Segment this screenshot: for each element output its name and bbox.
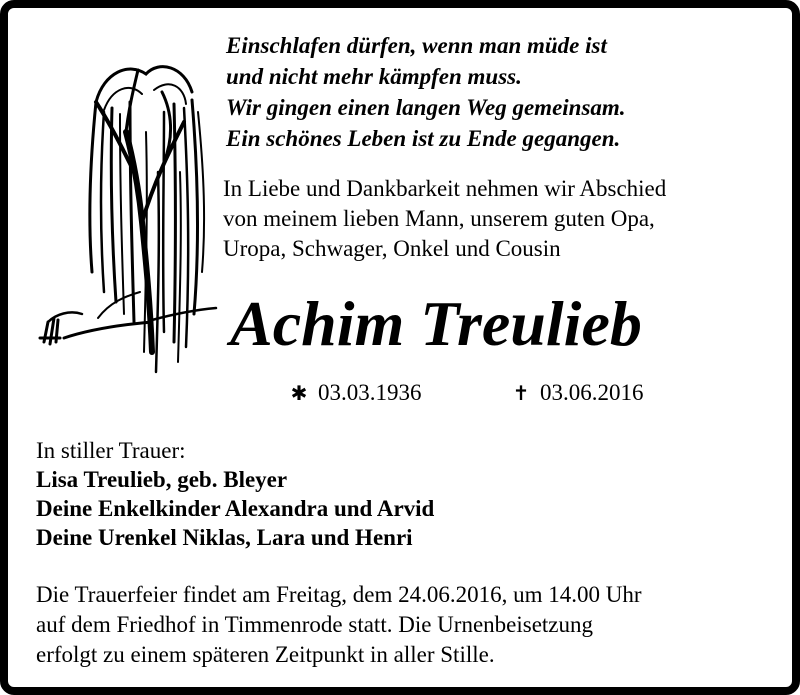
intro-line: Uropa, Schwager, Onkel und Cousin bbox=[223, 236, 561, 261]
birth-star-icon: ✱ bbox=[290, 383, 308, 405]
mourner-line: Deine Urenkel Niklas, Lara und Henri bbox=[36, 525, 413, 550]
mourner-line: Deine Enkelkinder Alexandra und Arvid bbox=[36, 496, 435, 521]
funeral-service-notice bbox=[36, 580, 786, 670]
intro-line: von meinem lieben Mann, unserem guten Opa, bbox=[223, 206, 655, 231]
farewell-intro bbox=[223, 174, 793, 264]
service-line: auf dem Friedhof in Timmenrode statt. Die Urnenbeisetzung bbox=[36, 612, 594, 637]
motto-line: Wir gingen einen langen Weg gemeinsam. bbox=[226, 95, 626, 120]
birth-date: 03.03.1936 bbox=[318, 380, 422, 405]
mourners-intro: In stiller Trauer: bbox=[36, 438, 186, 463]
birth-date-group bbox=[288, 378, 422, 409]
motto-verse bbox=[226, 30, 786, 154]
mourners-block bbox=[36, 436, 776, 552]
motto-line: und nicht mehr kämpfen muss. bbox=[226, 64, 522, 89]
service-line: Die Trauerfeier findet am Freitag, dem 24.06.2016, um 14.00 Uhr bbox=[36, 582, 642, 607]
deceased-name: Achim Treulieb bbox=[230, 288, 642, 359]
service-line: erfolgt zu einem späteren Zeitpunkt in aller Stille. bbox=[36, 642, 495, 667]
death-date-group bbox=[510, 378, 644, 409]
mourner-line: Lisa Treulieb, geb. Bleyer bbox=[36, 467, 288, 492]
death-date: 03.06.2016 bbox=[540, 380, 644, 405]
life-dates bbox=[288, 378, 768, 412]
motto-line: Ein schönes Leben ist zu Ende gegangen. bbox=[226, 126, 621, 151]
weeping-willow-illustration bbox=[34, 52, 224, 387]
death-cross-icon: ✝ bbox=[512, 383, 530, 405]
intro-line: In Liebe und Dankbarkeit nehmen wir Abschied bbox=[223, 176, 667, 201]
motto-line: Einschlafen dürfen, wenn man müde ist bbox=[226, 33, 607, 58]
